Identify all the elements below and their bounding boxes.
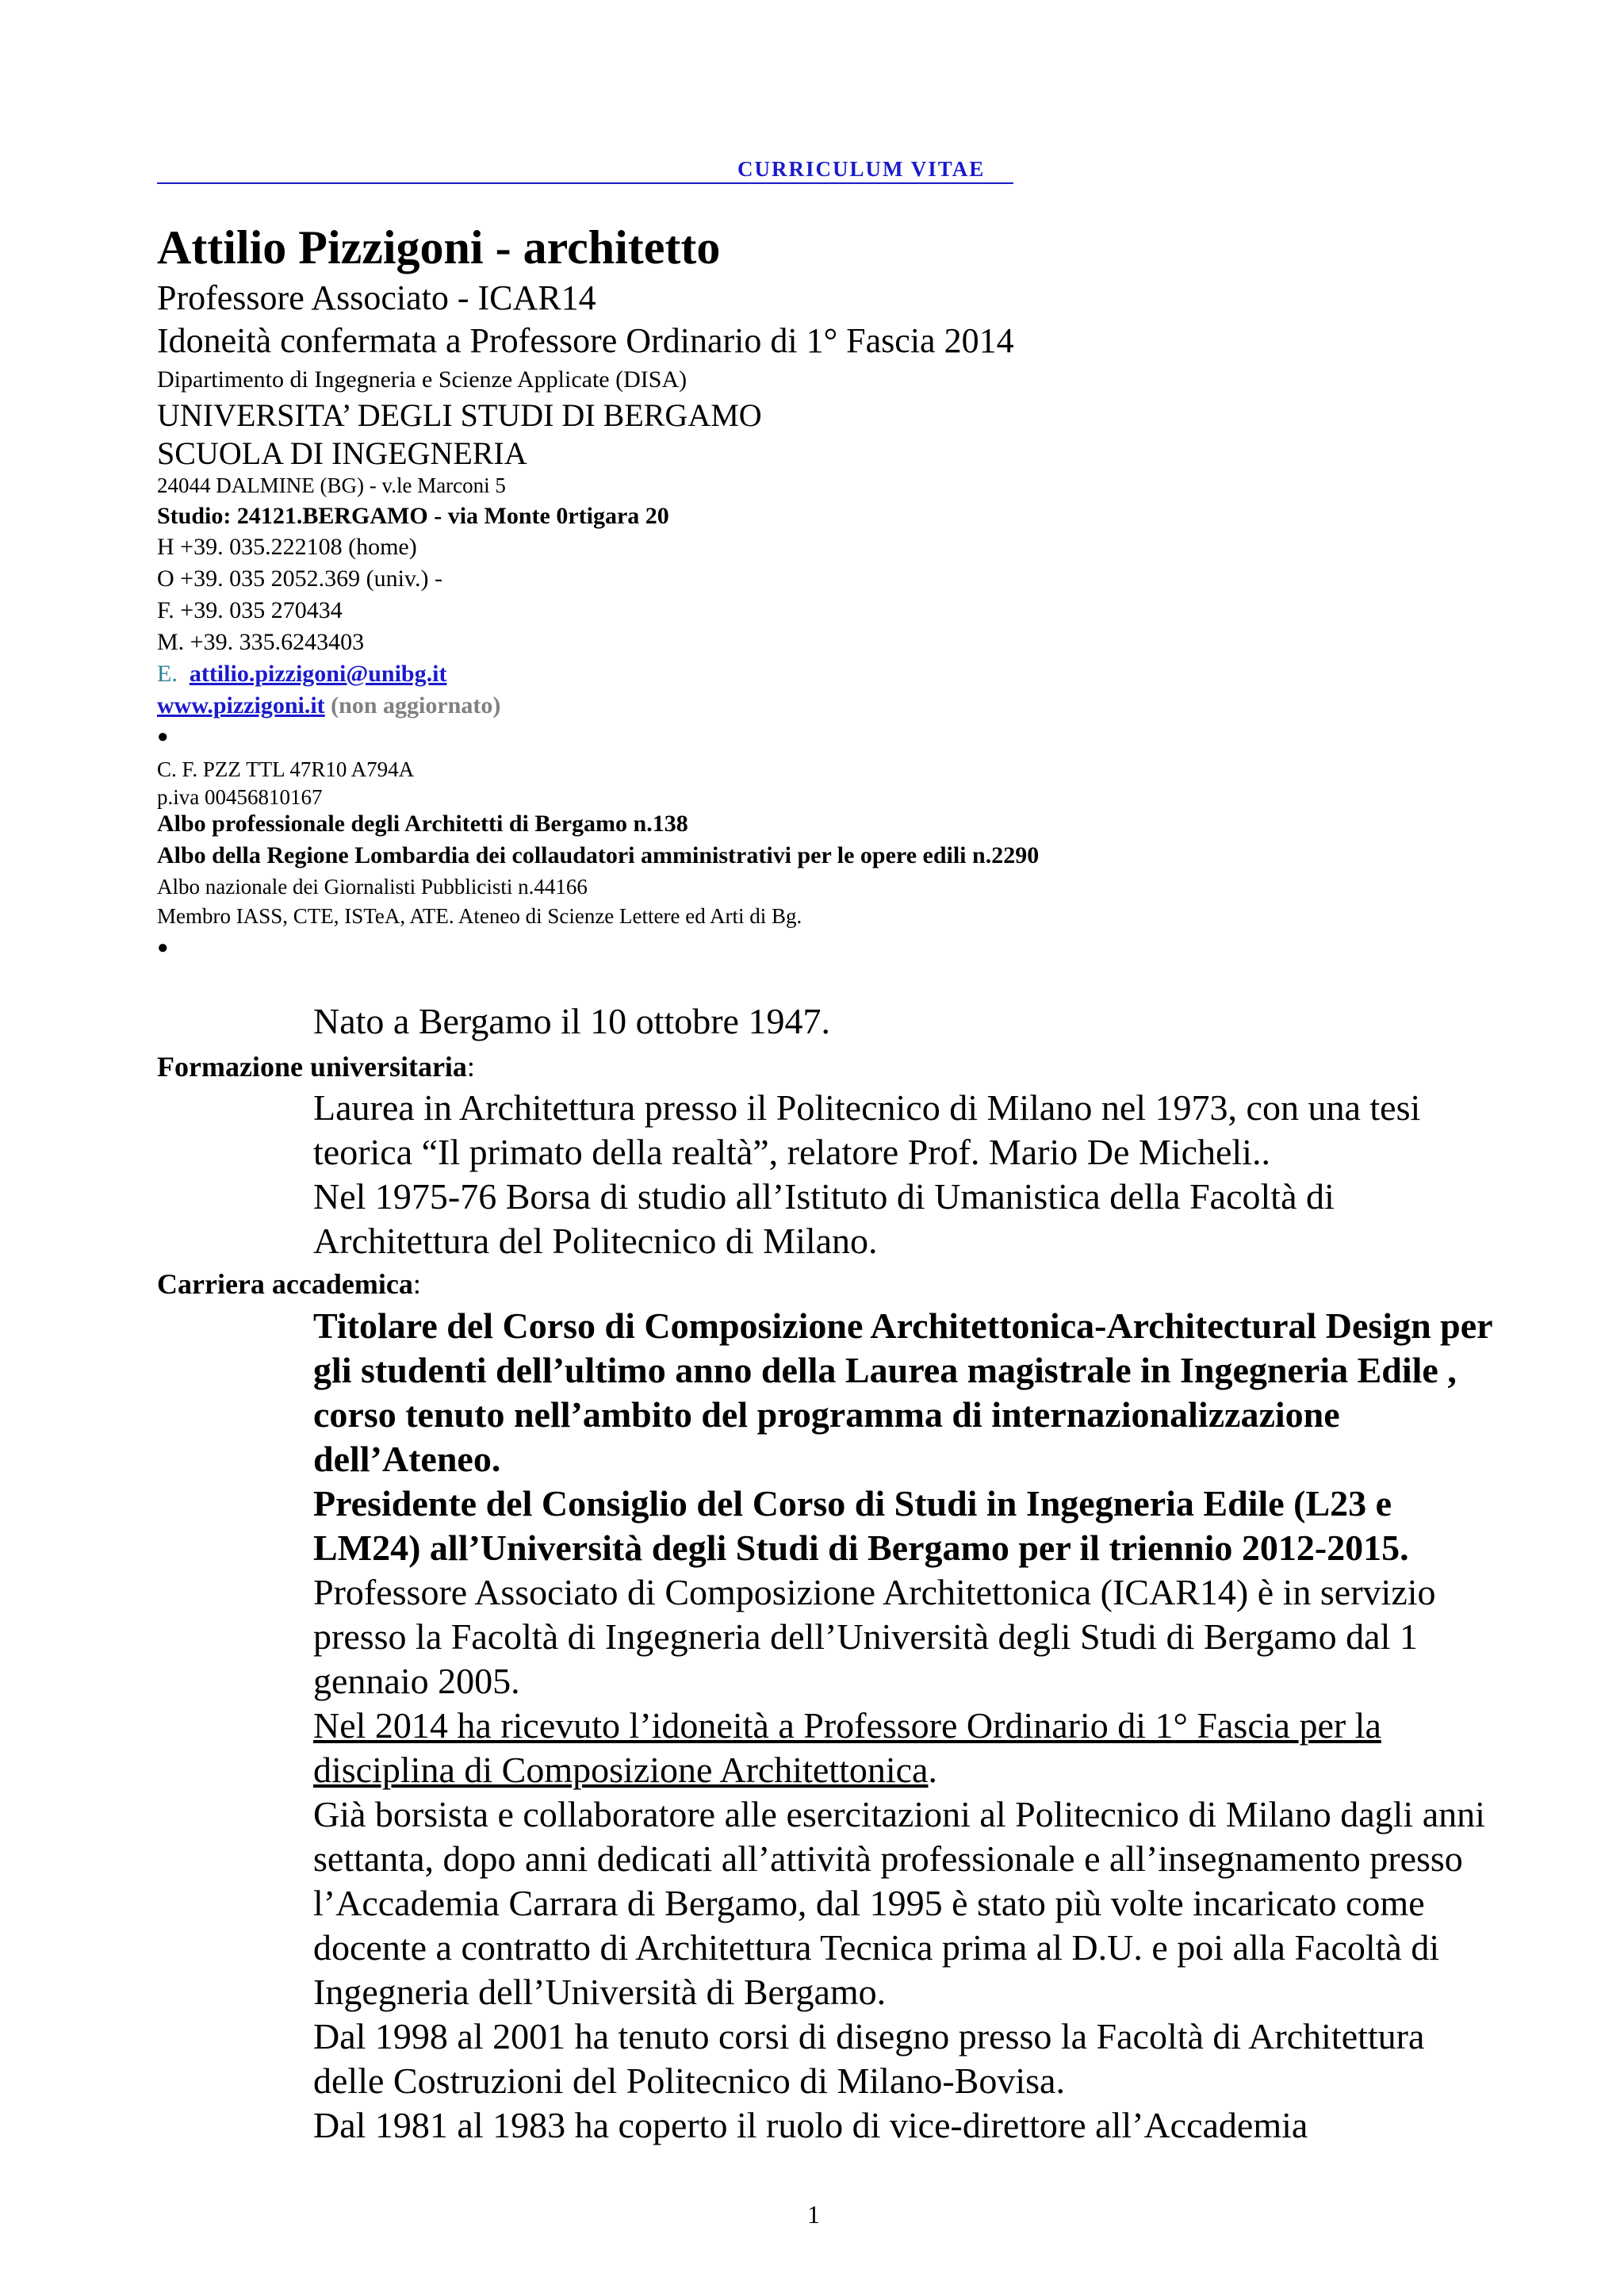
formazione-paragraph: Nel 1975-76 Borsa di studio all’Istituto di Umanistica della Facoltà di Architettura del Politecnico di Milano. [313, 1176, 1335, 1261]
albo-collaudatori: Albo della Regione Lombardia dei collaudatori amministrativi per le opere edili n.2290 [157, 842, 1040, 868]
albo-giornalisti: Albo nazionale dei Giornalisti Pubblicisti n.44166 [157, 875, 588, 899]
membro-line: Membro IASS, CTE, ISTeA, ATE. Ateneo di Scienze Lettere ed Arti di Bg. [157, 904, 802, 928]
carriera-paragraph: Presidente del Consiglio del Corso di Studi in Ingegneria Edile (L23 e LM24) all’Università degli Studi di Bergamo per il triennio 2012-2015. [313, 1483, 1409, 1568]
partita-iva: p.iva 00456810167 [157, 785, 323, 809]
carriera-paragraph: Nel 2014 ha ricevuto l’idoneità a Professore Ordinario di 1° Fascia per la disciplina di Composizione Architettonica. [313, 1705, 1381, 1790]
albo-architetti: Albo professionale degli Architetti di Bergamo n.138 [157, 811, 688, 837]
carriera-paragraph: Dal 1981 al 1983 ha coperto il ruolo di vice-direttore all’Accademia [313, 2105, 1308, 2145]
birth-line: Nato a Bergamo il 10 ottobre 1947. [313, 1001, 830, 1041]
carriera-paragraph: Dal 1998 al 2001 ha tenuto corsi di disegno presso la Facoltà di Architettura delle Costruzioni del Politecnico di Milano-Bovisa. [313, 2016, 1425, 2101]
carriera-paragraph: Già borsista e collaboratore alle esercitazioni al Politecnico di Milano dagli anni settanta, dopo anni dedicati all’attività professionale e all’insegnamento presso l’Accademia Carrara di Bergamo, dal 1995 è stato più volte incaricato come docente a contratto di Architettura Tecnica prima al D.U. e poi alla Facoltà di Ingegneria dell’Università di Bergamo. [313, 1794, 1485, 2012]
email-link[interactable]: attilio.pizzigoni@unibg.it [189, 661, 447, 687]
phone-home: H +39. 035.222108 (home) [157, 534, 417, 560]
carriera-paragraph: Professore Associato di Composizione Architettonica (ICAR14) è in servizio presso la Facoltà di Ingegneria dell’Università degli Studi di Bergamo dal 1 gennaio 2005. [313, 1572, 1436, 1701]
carriera-paragraph: Titolare del Corso di Composizione Architettonica-Architectural Design per gli studenti dell’ultimo anno della Laurea magistrale in Ingegneria Edile , corso tenuto nell’ambito del programma di internazionalizzazione dell’Ateneo. [313, 1305, 1492, 1479]
university-line: UNIVERSITA’ DEGLI STUDI DI BERGAMO [157, 397, 762, 433]
cv-title-link[interactable]: CURRICULUM VITAE [737, 157, 986, 181]
school-line: SCUOLA DI INGEGNERIA [157, 435, 527, 471]
page-number: 1 [807, 2200, 820, 2229]
carriera-body [313, 1304, 1495, 2148]
studio-line: Studio: 24121.BERGAMO - via Monte 0rtigara 20 [157, 503, 669, 529]
section-heading-formazione: Formazione universitaria: [157, 1051, 475, 1083]
academic-role: Professore Associato - ICAR14 [157, 278, 596, 317]
website-note: (non aggiornato) [331, 692, 501, 719]
cv-header-rule [157, 155, 1013, 184]
bullet-separator: ● [157, 726, 169, 747]
section-heading-carriera: Carriera accademica: [157, 1268, 421, 1300]
address-line: 24044 DALMINE (BG) - v.le Marconi 5 [157, 473, 506, 497]
mobile-line: M. +39. 335.6243403 [157, 629, 365, 655]
website-line [157, 692, 500, 719]
email-line [157, 661, 446, 688]
email-prefix: E. [157, 661, 178, 687]
phone-office: O +39. 035 2052.369 (univ.) - [157, 565, 442, 592]
person-name: Attilio Pizzigoni - architetto [157, 221, 721, 274]
department-line: Dipartimento di Ingegneria e Scienze Applicate (DISA) [157, 366, 688, 393]
codice-fiscale: C. F. PZZ TTL 47R10 A794A [157, 757, 415, 781]
idoneita-line: Idoneità confermata a Professore Ordinario di 1° Fascia 2014 [157, 321, 1014, 360]
formazione-paragraph: Laurea in Architettura presso il Politecnico di Milano nel 1973, con una tesi teorica “Il primato della realtà”, relatore Prof. Mario De Micheli.. [313, 1087, 1421, 1172]
bullet-separator: ● [157, 937, 169, 958]
formazione-body [313, 1086, 1495, 1263]
fax-line: F. +39. 035 270434 [157, 597, 343, 623]
idoneita-underlined: Nel 2014 ha ricevuto l’idoneità a Professore Ordinario di 1° Fascia per la disciplina di Composizione Architettonica [313, 1705, 1381, 1790]
website-link[interactable]: www.pizzigoni.it [157, 692, 325, 719]
